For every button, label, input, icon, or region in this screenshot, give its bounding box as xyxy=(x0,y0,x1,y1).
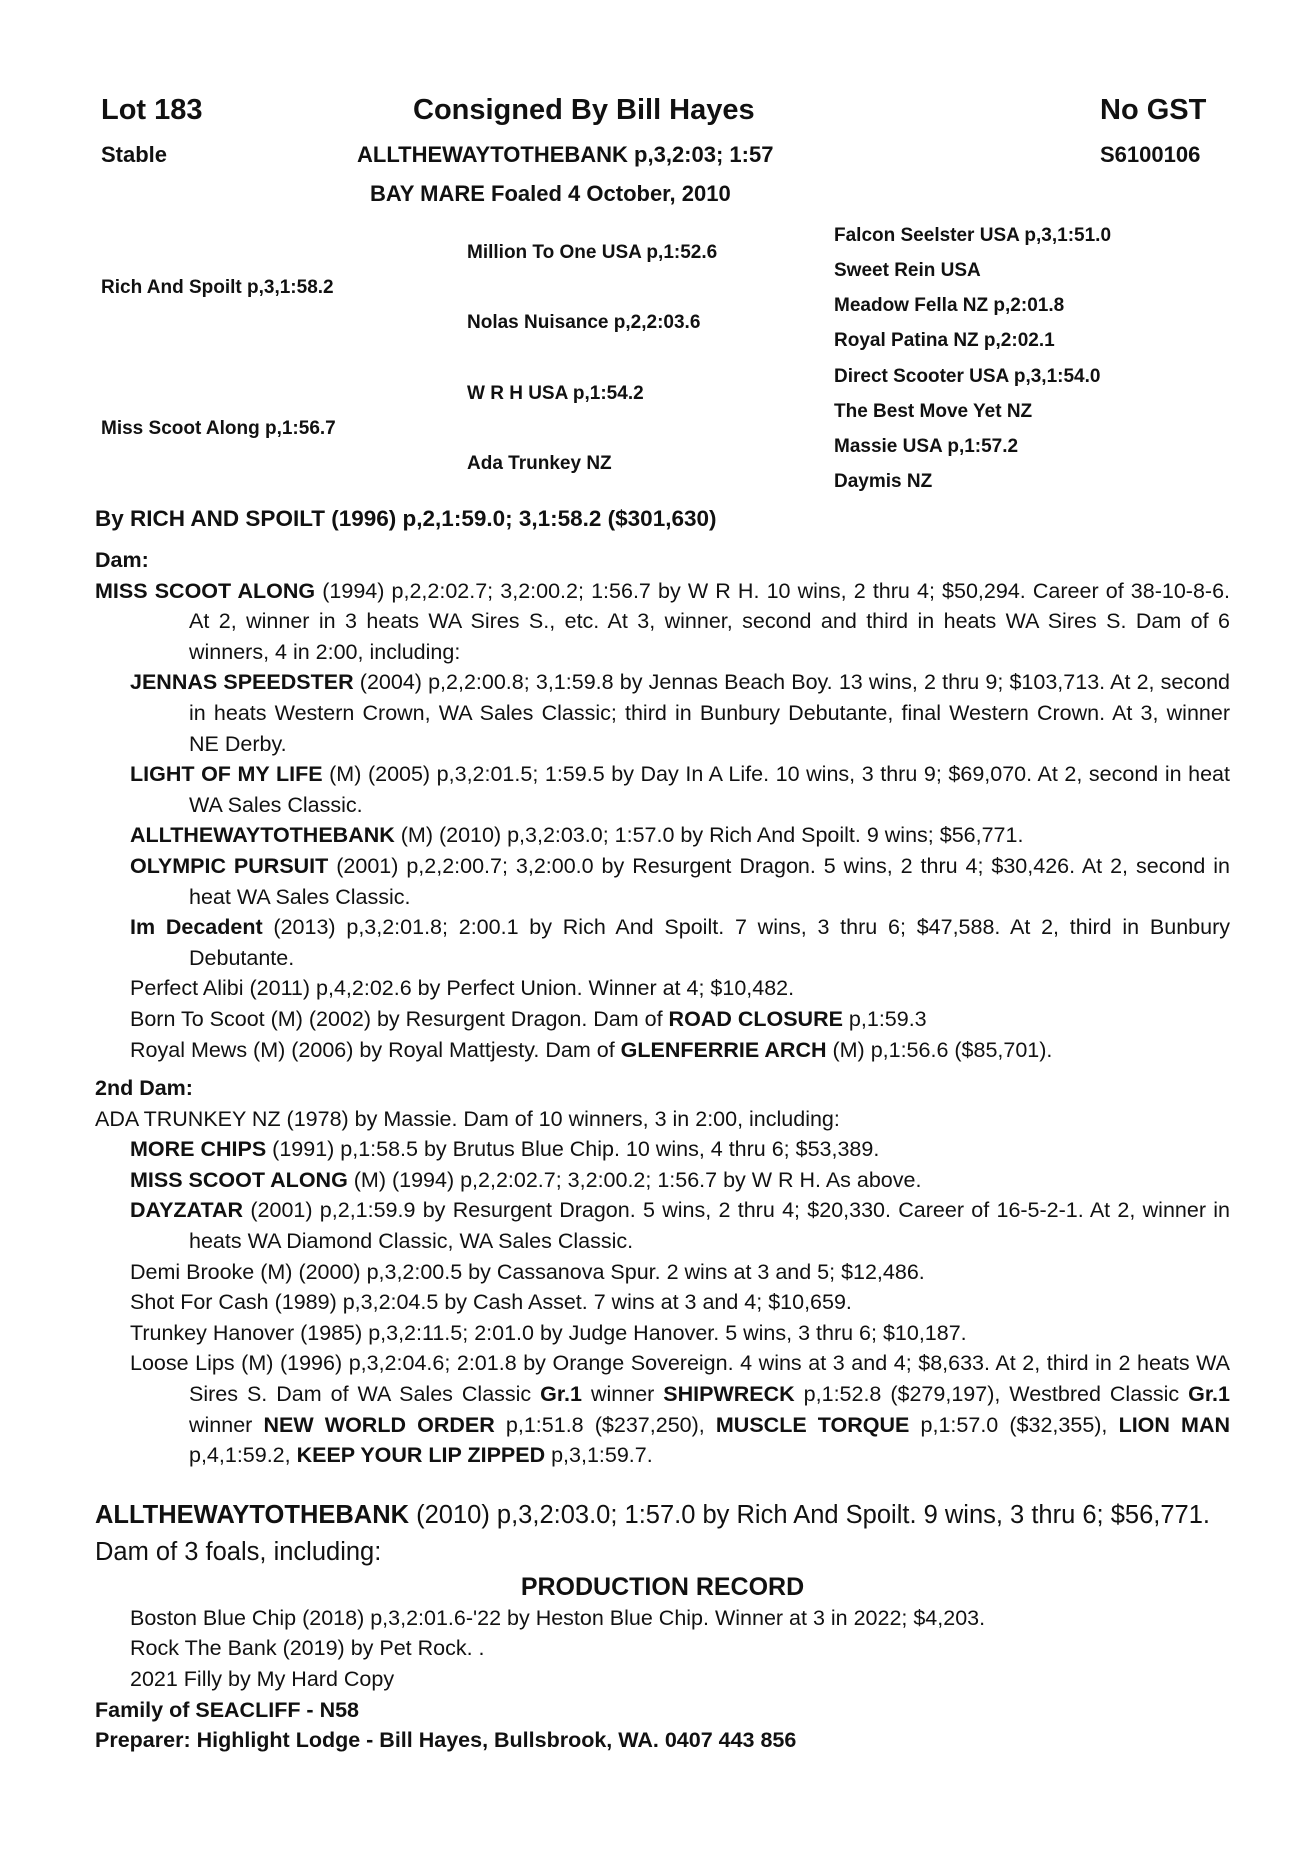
progeny-text: (2013) p,3,2:01.8; 2:00.1 by Rich And Spoilt. 7 wins, 3 thru 6; $47,588. At 2, third in Bunbury Debutante. xyxy=(189,915,1230,970)
progeny-text: (M) (2010) p,3,2:03.0; 1:57.0 by Rich And Spoilt. 9 wins; $56,771. xyxy=(394,823,1024,848)
second-dam-entry: Shot For Cash (1989) p,3,2:04.5 by Cash Asset. 7 wins at 3 and 4; $10,659. xyxy=(130,1290,852,1315)
progeny-entry xyxy=(95,759,1230,820)
progeny-offspring-name: MUSCLE TORQUE xyxy=(715,1412,910,1437)
production-entry: Rock The Bank (2019) by Pet Rock. . xyxy=(130,1636,485,1661)
grade-label: Gr.1 xyxy=(1188,1382,1230,1407)
second-dam-entry: Trunkey Hanover (1985) p,3,2:11.5; 2:01.0 by Judge Hanover. 5 wins, 3 thru 6; $10,187. xyxy=(130,1320,967,1345)
stable-code: S6100106 xyxy=(1100,142,1201,167)
production-entry: 2021 Filly by My Hard Copy xyxy=(130,1667,395,1691)
progeny-text: p,1:52.8 ($279,197), Westbred Classic xyxy=(794,1382,1189,1407)
pedigree-sire: Rich And Spoilt p,3,1:58.2 xyxy=(101,277,334,298)
stable-label: Stable xyxy=(101,142,168,167)
progeny-text: Loose Lips (M) (1996) p,3,2:04.6; 2:01.8 by Orange Sovereign. 4 wins at 3 and 4; $8,633. At 2, third in 2 heats WA Sires S. Dam of WA Sales Classic xyxy=(130,1351,1230,1407)
second-dam-heading: 2nd Dam: xyxy=(95,1076,193,1101)
production-record-heading: PRODUCTION RECORD xyxy=(520,1572,805,1601)
catalogue-body xyxy=(95,545,1230,1756)
pedigree-g6: The Best Move Yet NZ xyxy=(834,401,1033,422)
second-dam-entry xyxy=(95,1195,1230,1256)
progeny-text: (M) p,1:56.6 ($85,701). xyxy=(826,1037,1053,1062)
pedigree-g7: Massie USA p,1:57.2 xyxy=(834,436,1019,457)
pedigree-g2: Sweet Rein USA xyxy=(834,260,981,281)
progeny-entry xyxy=(95,820,1230,851)
progeny-name: JENNAS SPEEDSTER xyxy=(130,670,354,695)
second-dam-main: ADA TRUNKEY NZ (1978) by Massie. Dam of 10 winners, 3 in 2:00, including: xyxy=(95,1106,840,1131)
dam-main-text: (1994) p,2,2:02.7; 3,2:00.2; 1:56.7 by W R H. 10 wins, 2 thru 4; $50,294. Career of 38-10-8-6. At 2, winner in 3 heats WA Sires S., etc. At 3, winner, second and third in heats WA Sires S. Dam of 6 winners, 4 in 2:00, including: xyxy=(189,578,1230,664)
by-line: By RICH AND SPOILT (1996) p,2,1:59.0; 3,1:58.2 ($301,630) xyxy=(95,506,717,531)
family-line: Family of SEACLIFF - N58 xyxy=(95,1697,360,1722)
dam-main xyxy=(95,576,1230,668)
pedigree-g8: Daymis NZ xyxy=(834,471,933,492)
progeny-text: (2001) p,2,1:59.9 by Resurgent Dragon. 5 wins, 2 thru 4; $20,330. Career of 16-5-2-1. At 2, winner in heats WA Diamond Classic, WA Sales Classic. xyxy=(189,1198,1230,1254)
pedigree-g1: Falcon Seelster USA p,3,1:51.0 xyxy=(834,225,1112,246)
second-dam-entry xyxy=(95,1348,1230,1470)
progeny-text: p,1:57.0 ($32,355), xyxy=(909,1412,1119,1437)
progeny-name: LIGHT OF MY LIFE xyxy=(130,762,323,787)
progeny-entry xyxy=(95,1004,1230,1035)
gst-status: No GST xyxy=(1100,94,1207,126)
foaled-line: BAY MARE Foaled 4 October, 2010 xyxy=(370,181,731,206)
progeny-name: MISS SCOOT ALONG xyxy=(130,1167,348,1192)
progeny-entry xyxy=(95,1035,1230,1066)
progeny-text: (M) (1994) p,2,2:02.7; 3,2:00.2; 1:56.7 by W R H. As above. xyxy=(347,1167,922,1192)
summary-text: (2010) p,3,2:03.0; 1:57.0 by Rich And Spoilt. 9 wins, 3 thru 6; $56,771. Dam of 3 foals, including: xyxy=(95,1500,1210,1566)
progeny-name: MORE CHIPS xyxy=(130,1137,267,1162)
progeny-entry xyxy=(95,851,1230,912)
progeny-text: p,1:51.8 ($237,250), xyxy=(494,1412,716,1437)
preparer-line: Preparer: Highlight Lodge - Bill Hayes, Bullsbrook, WA. 0407 443 856 xyxy=(95,1728,797,1753)
summary-name: ALLTHEWAYTOTHEBANK xyxy=(95,1500,410,1529)
lot-number: Lot 183 xyxy=(101,94,203,126)
second-dam-entry xyxy=(95,1165,1230,1196)
pedigree-g3: Meadow Fella NZ p,2:01.8 xyxy=(834,295,1065,316)
second-dam-entry: Demi Brooke (M) (2000) p,3,2:00.5 by Cassanova Spur. 2 wins at 3 and 5; $12,486. xyxy=(130,1259,925,1284)
second-dam-entry xyxy=(95,1134,1230,1165)
pedigree-sire-dam: Nolas Nuisance p,2,2:03.6 xyxy=(467,312,701,333)
progeny-offspring-name: GLENFERRIE ARCH xyxy=(620,1037,827,1062)
progeny-name: ALLTHEWAYTOTHEBANK xyxy=(130,823,395,848)
consigned-by: Consigned By Bill Hayes xyxy=(413,94,755,126)
progeny-text: (2004) p,2,2:00.8; 3,1:59.8 by Jennas Beach Boy. 13 wins, 2 thru 9; $103,713. At 2, second in heats Western Crown, WA Sales Classic; third in Bunbury Debutante, final Western Crown. At 3, winner NE Derby. xyxy=(189,670,1231,756)
dam-main-name: MISS SCOOT ALONG xyxy=(95,578,316,603)
progeny-name: OLYMPIC PURSUIT xyxy=(130,853,329,878)
progeny-name: Im Decadent xyxy=(130,915,263,940)
progeny-entry xyxy=(95,912,1230,973)
progeny-text: (M) (2005) p,3,2:01.5; 1:59.5 by Day In A Life. 10 wins, 3 thru 9; $69,070. At 2, second in heat WA Sales Classic. xyxy=(189,762,1230,817)
grade-label: Gr.1 xyxy=(540,1382,582,1407)
progeny-text: Perfect Alibi (2011) p,4,2:02.6 by Perfect Union. Winner at 4; $10,482. xyxy=(130,976,795,1001)
progeny-offspring-name: NEW WORLD ORDER xyxy=(263,1412,495,1437)
progeny-text: (1991) p,1:58.5 by Brutus Blue Chip. 10 wins, 4 thru 6; $53,389. xyxy=(266,1137,880,1162)
progeny-text: Born To Scoot (M) (2002) by Resurgent Dragon. Dam of xyxy=(130,1006,669,1031)
summary-line xyxy=(95,1497,1230,1571)
dam-heading: Dam: xyxy=(95,548,149,572)
progeny-text: p,4,1:59.2, xyxy=(189,1443,297,1468)
pedigree-sire-sire: Million To One USA p,1:52.6 xyxy=(467,242,718,263)
progeny-offspring-name: LION MAN xyxy=(1118,1412,1231,1437)
progeny-offspring-name: KEEP YOUR LIP ZIPPED xyxy=(296,1443,546,1468)
pedigree-g4: Royal Patina NZ p,2:02.1 xyxy=(834,330,1055,351)
pedigree-g5: Direct Scooter USA p,3,1:54.0 xyxy=(834,366,1101,387)
production-entry: Boston Blue Chip (2018) p,3,2:01.6-'22 by Heston Blue Chip. Winner at 3 in 2022; $4,203. xyxy=(130,1605,986,1630)
progeny-entry xyxy=(95,667,1230,759)
progeny-offspring-name: SHIPWRECK xyxy=(663,1382,795,1407)
progeny-text: p,1:59.3 xyxy=(842,1006,927,1031)
progeny-offspring-name: ROAD CLOSURE xyxy=(668,1006,843,1031)
pedigree-dam: Miss Scoot Along p,1:56.7 xyxy=(101,418,336,439)
progeny-text: winner xyxy=(582,1382,664,1407)
progeny-entry xyxy=(95,973,1230,1004)
progeny-text: Royal Mews (M) (2006) by Royal Mattjesty. Dam of xyxy=(130,1037,621,1062)
progeny-name: DAYZATAR xyxy=(130,1198,244,1223)
progeny-text: winner xyxy=(189,1412,264,1437)
progeny-text: (2001) p,2,2:00.7; 3,2:00.0 by Resurgent Dragon. 5 wins, 2 thru 4; $30,426. At 2, second in heat WA Sales Classic. xyxy=(189,853,1230,909)
pedigree-dam-sire: W R H USA p,1:54.2 xyxy=(467,383,644,404)
pedigree-dam-dam: Ada Trunkey NZ xyxy=(467,453,612,474)
horse-title: ALLTHEWAYTOTHEBANK p,3,2:03; 1:57 xyxy=(357,142,774,167)
progeny-text: p,3,1:59.7. xyxy=(545,1443,653,1468)
